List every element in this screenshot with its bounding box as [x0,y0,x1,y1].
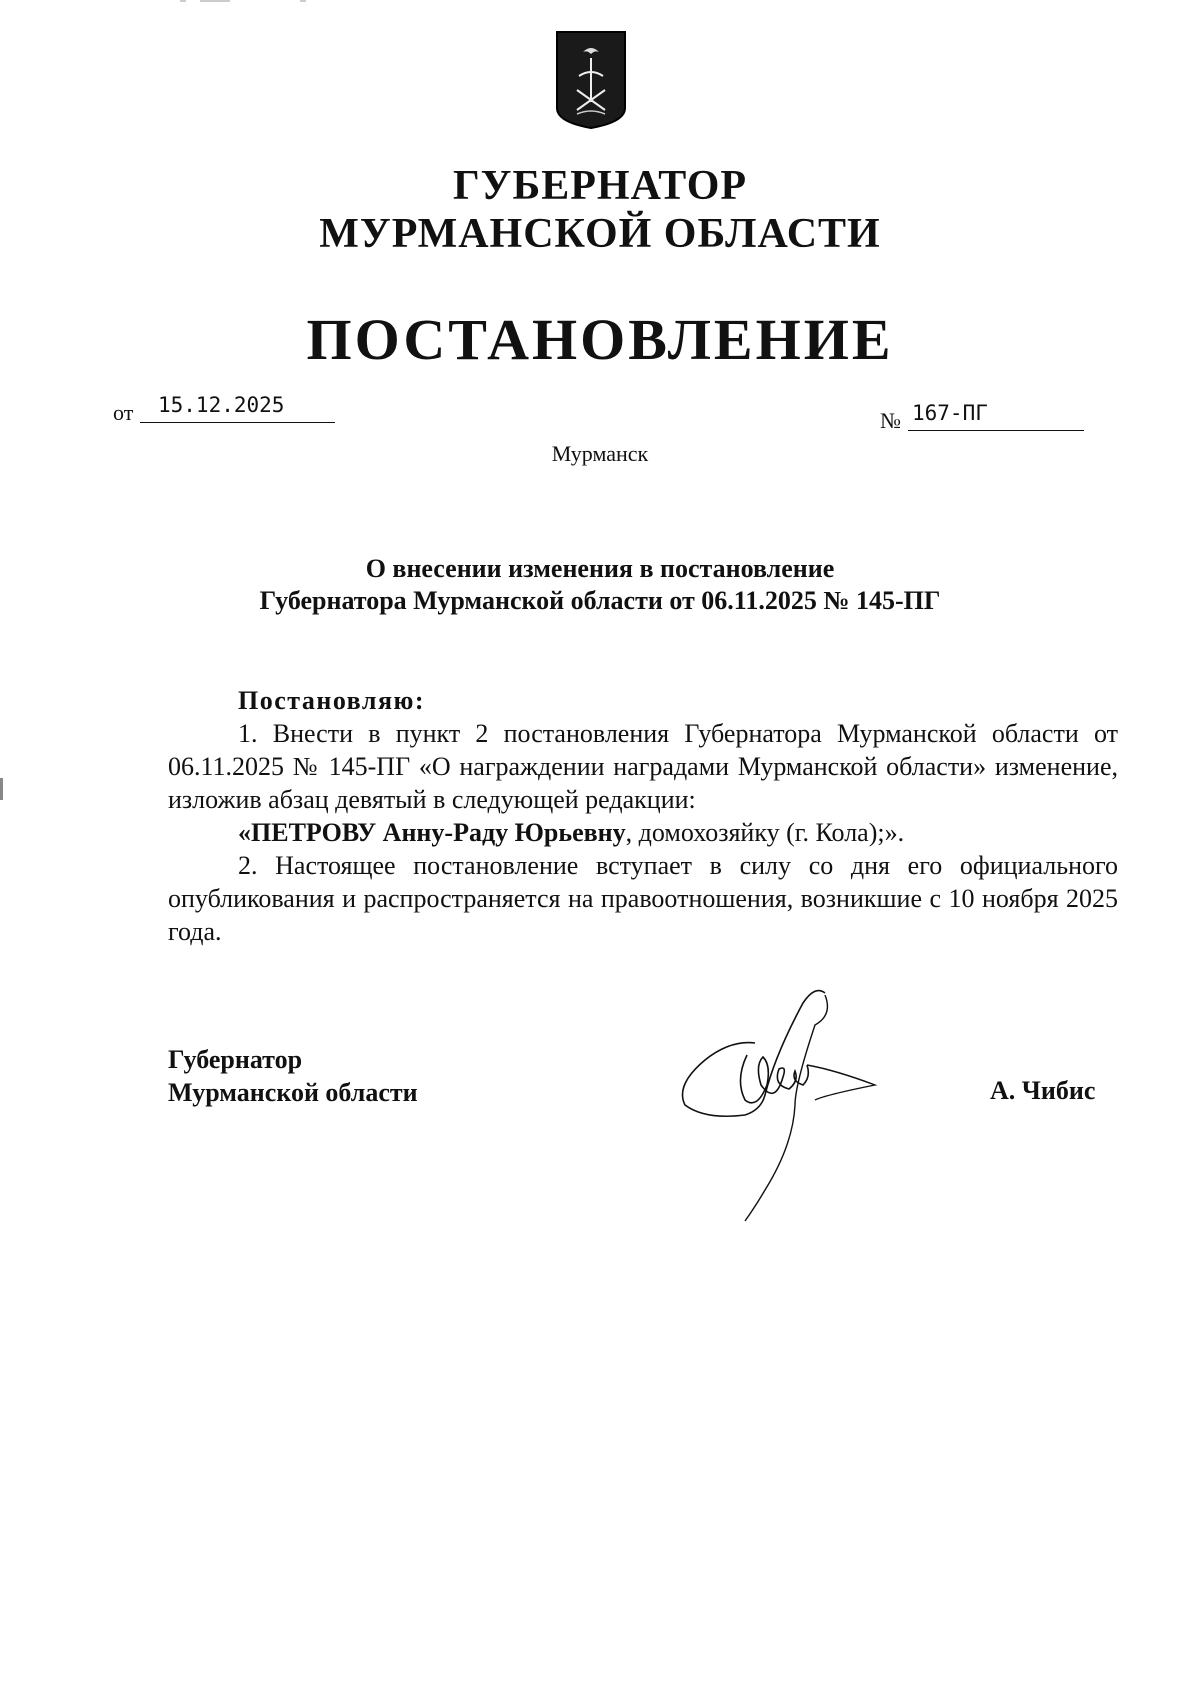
authority-title-line1: ГУБЕРНАТОР [452,163,748,209]
quoted-name: ПЕТРОВУ Анну-Раду Юрьевну [251,818,626,847]
subject-line1: О внесении изменения в постановление [365,554,835,583]
date-prefix: от [113,400,134,425]
document-number: 167-ПГ [912,401,988,425]
signatory-name: А. Чибис [990,1076,1096,1105]
coat-of-arms-icon [555,30,627,130]
quote-rest: , домохозяйку (г. Кола);». [625,818,905,847]
quoted-paragraph [168,816,1118,849]
number-prefix: № [880,408,901,433]
position-line1: Губернатор [168,1045,303,1074]
scan-marks [180,0,340,4]
subject-line2: Губернатора Мурманской области от 06.11.2025 № 145-ПГ [259,586,941,615]
document-date: 15.12.2025 [158,393,285,417]
document-subject [0,553,1200,617]
position-line2: Мурманской области [168,1078,418,1107]
authority-title-line2: МУРМАНСКОЙ ОБЛАСТИ [319,211,881,257]
document-type: ПОСТАНОВЛЕНИЕ [306,307,894,372]
city: Мурманск [551,441,649,466]
quote-open: « [238,818,251,847]
item-1: 1. Внести в пункт 2 постановления Губернатора Мурманской области от 06.11.2025 № 145-ПГ «О награждении наградами Мурманской области» изменение, изложив абзац девятый в следующей редакции: [168,719,1118,814]
item-2: 2. Настоящее постановление вступает в силу со дня его официального опубликования и распространяется на правоотношения, возникшие с 10 ноября 2025 года. [168,851,1118,946]
signatory-position [168,1043,418,1109]
resolve-heading: Постановляю: [238,686,426,715]
handwritten-signature-icon [675,985,895,1225]
margin-mark [0,778,3,800]
document-body [168,684,1118,948]
